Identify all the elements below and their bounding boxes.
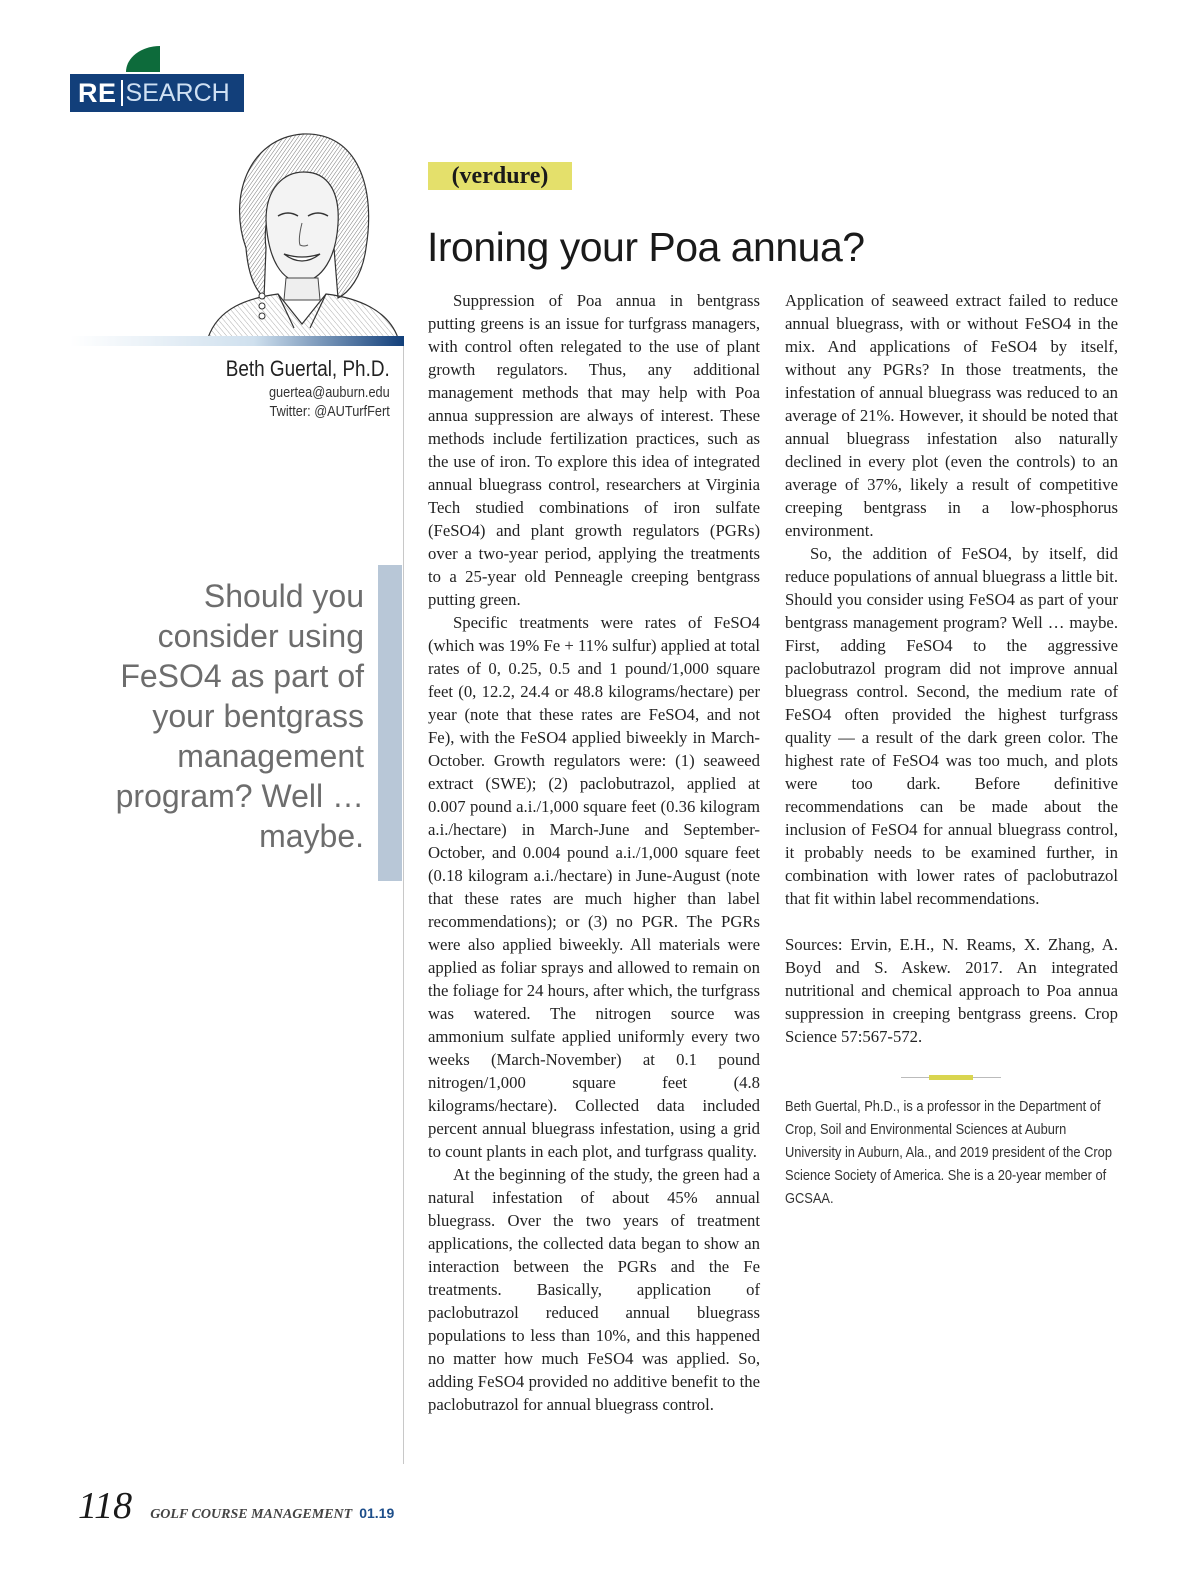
leaf-icon [126,46,160,72]
sources: Sources: Ervin, E.H., N. Reams, X. Zhang, A. Boyd and S. Askew. 2017. An integrated nutritional and chemical approach to Poa annua suppression in creeping bentgrass greens. Crop Science 57:567-572. [785,935,1118,1046]
author-portrait [198,128,406,338]
article-column-1 [428,289,760,1416]
author-bio-text: Beth Guertal, Ph.D., is a professor in the Department of Crop, Soil and Environmental Sciences at Auburn University in Auburn, Ala., and 2019 president of the Crop Science Society of America. She is a 20-year member of GCSAA. [785,1099,1112,1207]
issue-number: 01.19 [359,1505,395,1521]
author-bio [785,1096,1118,1211]
author-name: Beth Guertal, Ph.D. [225,356,390,381]
research-logo [70,46,246,112]
author-twitter[interactable]: Twitter: @AUTurfFert [269,404,390,420]
article-column-2 [785,289,1118,1048]
paragraph: At the beginning of the study, the green had a natural infestation of about 45% annual bluegrass. Over the two years of treatment applications, the collected data began to show an interaction between the PGRs and the Fe treatments. Basically, application of paclobutrazol reduced annual bluegrass populations to less than 10%, and this happened no matter how much FeSO4 was applied. So, adding FeSO4 provided no additive benefit to the paclobutrazol for annual bluegrass control. [428,1165,760,1414]
pull-quote: Should you consider using FeSO4 as part of your bentgrass management program? Well … maybe. [115,578,364,854]
logo-bar [70,74,244,112]
author-rule [70,336,404,346]
paragraph: Application of seaweed extract failed to reduce annual bluegrass, with or without FeSO4 in the mix. And applications of FeSO4 by itself, without any PGRs? In those treatments, the infestation of annual bluegrass was reduced to an average of 21%. However, it should be noted that annual bluegrass infestation also naturally declined in every plot (even the controls) to an average of 37%, likely a result of competitive creeping bentgrass in a low-phosphorus environment. [785,291,1118,540]
author-email[interactable]: guertea@auburn.edu [269,385,390,401]
ornament-mark [929,1075,973,1080]
publication-name: GOLF COURSE MANAGEMENT [150,1507,353,1522]
author-info [199,356,390,420]
paragraph: Specific treatments were rates of FeSO4 (which was 19% Fe + 11% sulfur) applied at total rates of 0, 0.25, 0.5 and 1 pound/1,000 square feet (0, 12.2, 24.4 or 48.8 kilograms/hectare) per year (note that these rates are FeSO4, and not Fe), with the FeSO4 applied biweekly in March-October. Growth regulators were: (1) seaweed extract (SWE); (2) paclobutrazol, applied at 0.007 pound a.i./1,000 square feet (0.36 kilogram a.i./hectare) in March-June and September-October, and 0.004 pound a.i./1,000 square feet (0.18 kilogram a.i./hectare) in June-August (note that these rates are much higher than label recommendations); or (3) no PGR. The PGRs were also applied biweekly. All materials were applied as foliar sprays and allowed to remain on the foliage for 24 hours, after which, the turfgrass was watered. The nitrogen source was ammonium sulfate applied uniformly every two weeks (March-November) at 0.1 pound nitrogen/1,000 square feet (4.8 kilograms/hectare). Collected data included percent annual bluegrass infestation, using a grid to count plants in each plot, and turfgrass quality. [428,613,760,1161]
page-number: 118 [78,1485,133,1527]
pull-quote-bar [378,565,402,881]
section-tag: (verdure) [428,162,572,190]
paragraph: Suppression of Poa annua in bentgrass putting greens is an issue for turfgrass managers, with control often relegated to the use of plant growth regulators. Thus, any additional management methods that may help with Poa annua suppression are always of interest. These methods include fertilization practices, such as the use of iron. To explore this idea of integrated annual bluegrass control, researchers at Virginia Tech studied combinations of iron sulfate (FeSO4) and plant growth regulators (PGRs) over a two-year period, applying the treatments to a 25-year old Penneagle creeping bentgrass putting green. [428,291,760,609]
column-divider [403,346,404,1464]
section-ornament [901,1075,1001,1081]
page-footer [78,1484,394,1528]
paragraph: So, the addition of FeSO4, by itself, did reduce populations of annual bluegrass a little bit. Should you consider using FeSO4 as part of your bentgrass management program? Well … maybe. First, adding FeSO4 to the aggressive paclobutrazol program did not improve annual bluegrass control. Second, the medium rate of FeSO4 often provided the highest turfgrass quality — a result of the dark green color. The highest rate of FeSO4 was too much, and plots were too dark. Before definitive recommendations can be made about the inclusion of FeSO4 for annual bluegrass control, it probably needs to be examined further, in combination with lower rates of paclobutrazol that fit within label recommendations. [785,544,1118,908]
article-title: Ironing your Poa annua? [427,224,865,270]
logo-re: RE [78,77,117,108]
logo-divider [121,80,123,106]
logo-search: SEARCH [125,78,230,107]
